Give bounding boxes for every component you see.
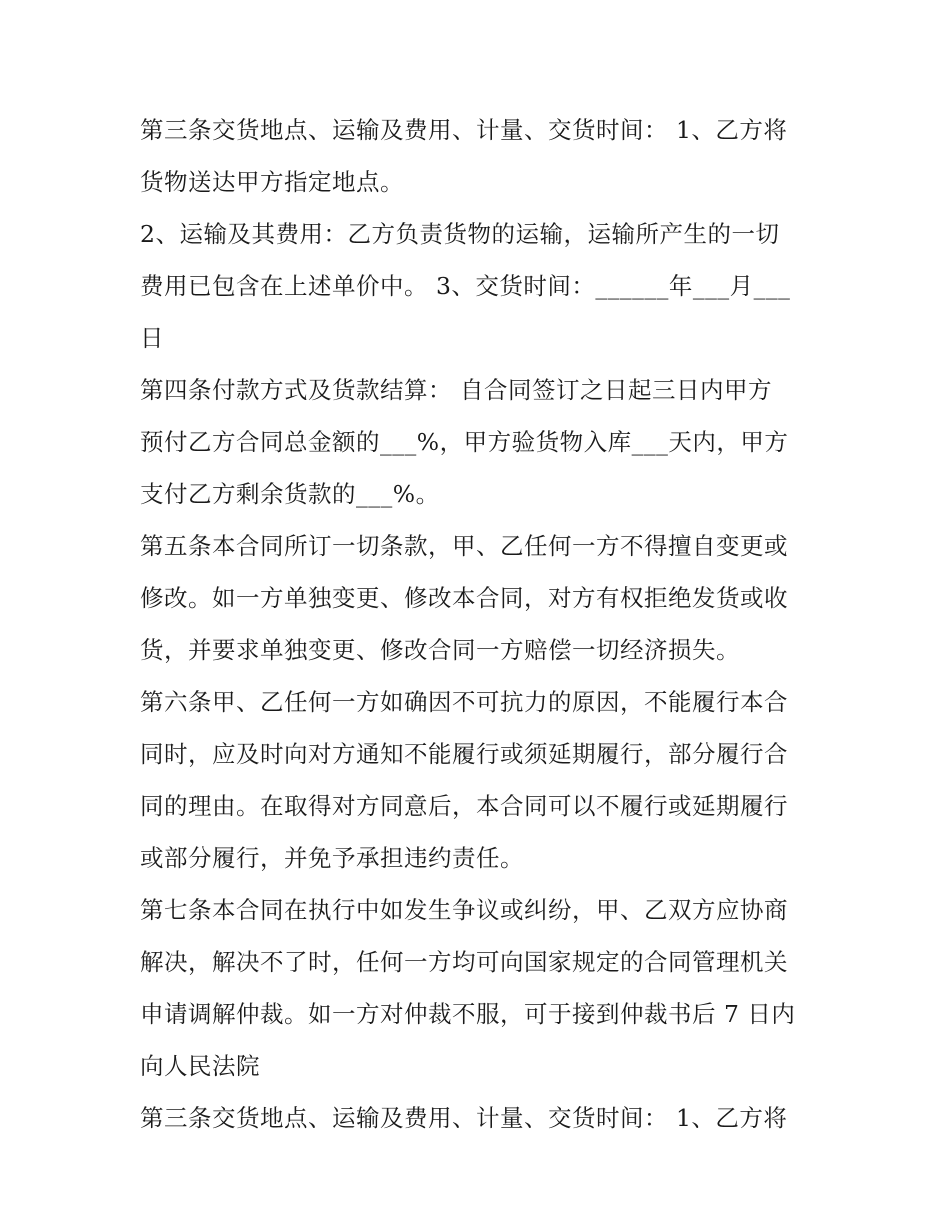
text-line: 同时，应及时向对方通知不能履行或须延期履行，部分履行合 [140, 740, 788, 768]
text-line: 2、运输及其费用：乙方负责货物的运输，运输所产生的一切 [140, 220, 780, 248]
text-line: 货，并要求单独变更、修改合同一方赔偿一切经济损失。 [140, 636, 740, 664]
text-line: 第三条交货地点、运输及费用、计量、交货时间： 1、乙方将 [140, 1104, 788, 1132]
text-line: 日 [140, 324, 164, 352]
text-line: 同的理由。在取得对方同意后，本合同可以不履行或延期履行 [140, 792, 788, 820]
text-line: 向人民法院 [140, 1052, 260, 1080]
text-line: 货物送达甲方指定地点。 [140, 168, 404, 196]
text-line: 修改。如一方单独变更、修改本合同，对方有权拒绝发货或收 [140, 584, 788, 612]
text-line: 解决，解决不了时，任何一方均可向国家规定的合同管理机关 [140, 948, 788, 976]
text-line: 第四条付款方式及货款结算： 自合同签订之日起三日内甲方 [140, 376, 772, 404]
text-line: 第七条本合同在执行中如发生争议或纠纷，甲、乙双方应协商 [140, 896, 788, 924]
document-body [140, 110, 820, 1138]
text-line: 第六条甲、乙任何一方如确因不可抗力的原因，不能履行本合 [140, 688, 788, 716]
text-line: 申请调解仲裁。如一方对仲裁不服，可于接到仲裁书后 7 日内 [140, 1000, 796, 1028]
text-line: 或部分履行，并免予承担违约责任。 [140, 844, 524, 872]
text-line: 费用已包含在上述单价中。 3、交货时间：______年___月___ [140, 272, 791, 300]
text-line: 支付乙方剩余货款的___%。 [140, 480, 440, 508]
text-line: 预付乙方合同总金额的___%，甲方验货物入库___天内，甲方 [140, 428, 789, 456]
text-line: 第三条交货地点、运输及费用、计量、交货时间： 1、乙方将 [140, 116, 788, 144]
text-line: 第五条本合同所订一切条款，甲、乙任何一方不得擅自变更或 [140, 532, 788, 560]
